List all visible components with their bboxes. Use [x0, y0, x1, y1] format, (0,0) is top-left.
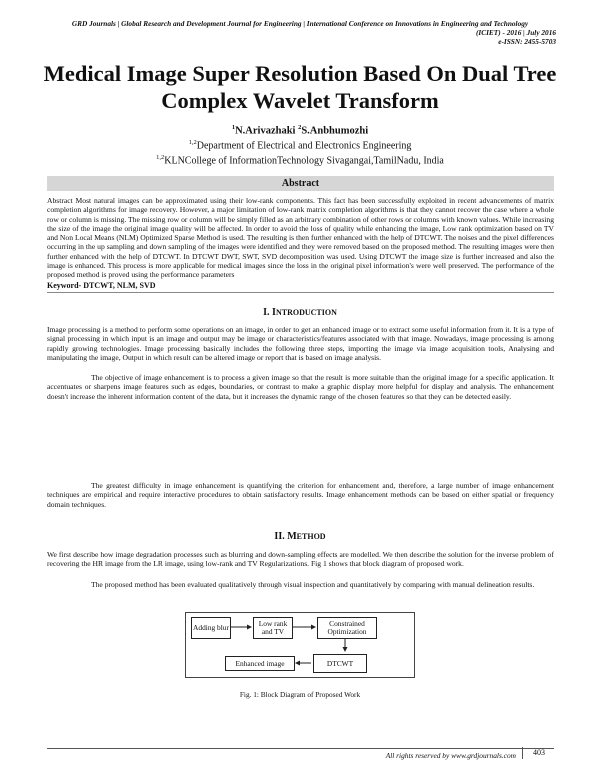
affiliation-1-sup: 1,2 [188, 139, 197, 146]
abstract-text: Abstract Most natural images can be approximated using their low-rank components. This fact has been successfully exploited in recent advancements of matrix completion algorithms for image recovery. However, a major limitation of low-rank matrix completion algorithms is that they cannot recover the case where a whole row or column is missing. The missing row or column will be simply filled as an arbitrary combination of other rows or columns with known values. While increasing the size of the image the original image quality will be affected. In order to avoid the loss of quality while enhancing the image, Low rank optimization based on TV and Non Local Means (NLM) Optimized Sparse Method is used. The resulting is then further enhanced with the help of DTCWT. The noises and the pixel differences occurring in the up sampling and down sampling of the images were identified and they were removed based on the proposed method. The resulting images were then further enhanced with the help of DTCWT. In DTCWT DWT, SWT, SVD decomposition was used. Using DTCWT the image size is further increased and also the image is enhanced. This process is more applicable for medical images since the loss in the original pixel information's were well preserved. The performance of the proposed method is proved using the performance parameters [47, 196, 554, 280]
method-paragraph-1: We first describe how image degradation processes such as blurring and down-sampling effects are modelled. We then describe the solution for the inverse problem of recovering the HR image from the LR image, using low-rank and TV Regularizations. Fig 1 shows that block diagram of proposed work. [47, 550, 554, 569]
section1-number: I. [263, 307, 270, 318]
keywords: Keyword- DTCWT, NLM, SVD [47, 281, 156, 290]
affiliation-1 [0, 139, 600, 151]
intro-paragraph-1: Image processing is a method to perform some operations on an image, in order to get an enhanced image or to extract some useful information from it. It is a type of signal processing in which input is an image and output may be image or characteristics/features associated with that image. Nowadays, image processing is among rapidly growing technologies. Image processing basically includes the following three steps, importing the image via image acquisition tools, Analysing and manipulating the image, Output in which result can be altered image or report that is based on image analysis. [47, 325, 554, 362]
author2-sup: 2 [298, 124, 302, 131]
divider [47, 292, 554, 293]
abstract-heading: Abstract [47, 176, 554, 191]
author1-sup: 1 [231, 124, 236, 131]
intro-paragraph-3: The greatest difficulty in image enhancement is quantifying the criterion for enhancement and, therefore, a large number of image enhancement techniques are empirical and require interactive procedures to obtain satisfactory results. Image enhancement methods can be based on either spatial or frequency domain techniques. [47, 481, 554, 509]
section-method-heading [0, 531, 600, 542]
authors [0, 124, 600, 137]
adding-blur-box: Adding blur [191, 617, 231, 639]
section-introduction-heading [0, 307, 600, 318]
paper-title: Medical Image Super Resolution Based On Dual Tree Complex Wavelet Transform [43, 61, 557, 113]
footer-text: All rights reserved by www.grdjournals.com [385, 751, 516, 760]
header-issn: e-ISSN: 2455-5703 [498, 37, 556, 46]
block-diagram [185, 612, 415, 678]
affiliation-2-sup: 1,2 [156, 154, 165, 161]
header-line-2: (ICIET) - 2016 | July 2016 [475, 28, 556, 37]
header-line-1: GRD Journals | Global Research and Development Journal for Engineering | International Conference on Innovations in Engineering and Technology [71, 19, 529, 28]
affiliation-2 [0, 154, 600, 166]
low-rank-tv-box: Low rank and TV [253, 617, 293, 639]
author1: N.Arivazhaki [235, 125, 296, 137]
affiliation-2-text: KLNCollege of InformationTechnology Sivagangai,TamilNadu, India [164, 155, 444, 167]
section2-rest: ETHOD [296, 532, 326, 541]
section1-rest: NTRODUCTION [275, 308, 337, 317]
journal-header [44, 19, 556, 46]
section2-initial: M [287, 531, 297, 542]
footer-rule [47, 748, 554, 749]
page-number: 403 [522, 747, 555, 759]
section1-initial: I [272, 307, 276, 318]
enhanced-image-box: Enhanced image [225, 656, 295, 671]
constrained-optimization-box: Constrained Optimization [317, 617, 377, 639]
section2-number: II. [274, 531, 285, 542]
method-paragraph-2: The proposed method has been evaluated qualitatively through visual inspection and quantitatively by comparing with manual delineation results. [91, 580, 535, 589]
affiliation-1-text: Department of Electrical and Electronics Engineering [196, 140, 412, 152]
intro-paragraph-2: The objective of image enhancement is to process a given image so that the result is more suitable than the original image for a specific application. It accentuates or sharpens image features such as edges, boundaries, or contrast to make a graphic display more helpful for display and analysis. The enhancement doesn't increase the inherent information content of the data, but it increases the dynamic range of the chosen features so that they can be detected easily. [47, 373, 554, 401]
dtcwt-box: DTCWT [313, 654, 367, 673]
author2: S.Anbhumozhi [301, 125, 369, 137]
figure-caption: Fig. 1: Block Diagram of Proposed Work [239, 690, 361, 699]
